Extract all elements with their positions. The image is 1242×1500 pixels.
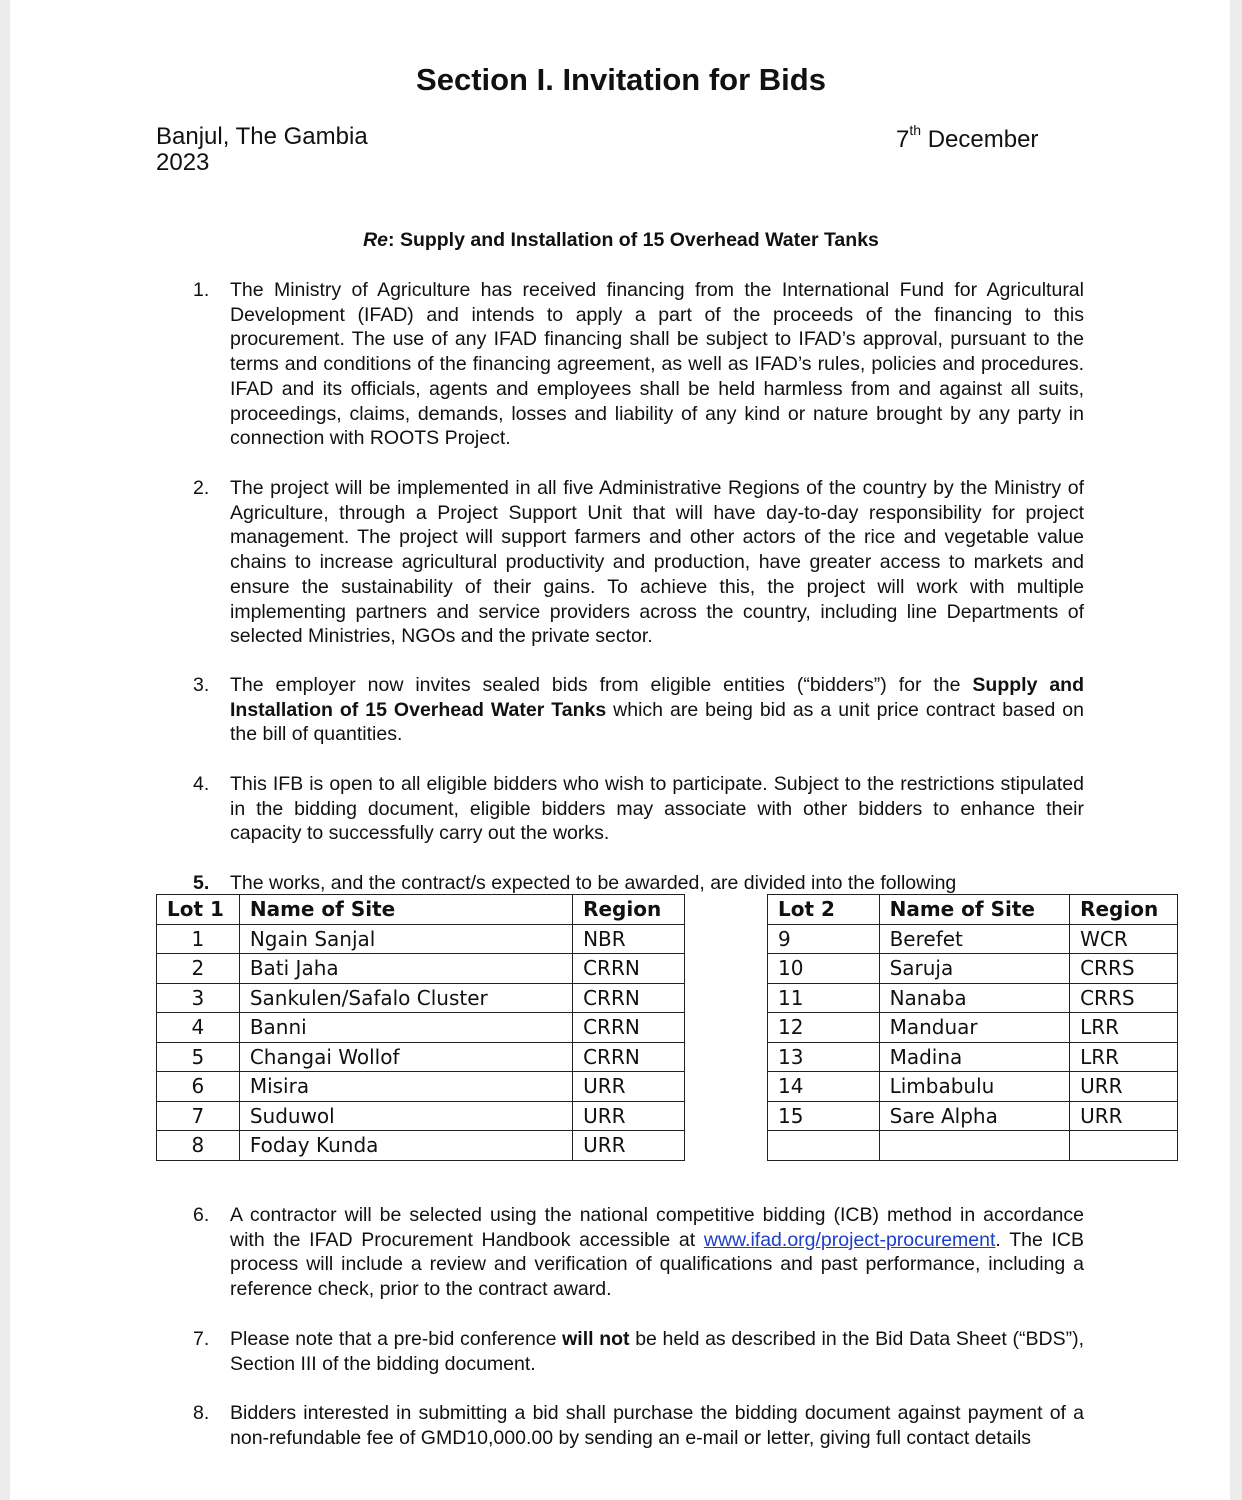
lot-header: Lot 1 <box>157 895 240 925</box>
lot-number: 11 <box>768 983 880 1013</box>
site-header: Name of Site <box>239 895 572 925</box>
item-paragraph: The project will be implemented in all five Administrative Regions of the country by the Ministry of Agriculture, through a Project Support Unit that will have day-to-day responsibility for project management. The project will support farmers and other actors of the rice and vegetable value chains to increase agricultural productivity and production, have greater access to markets and ensure the sustainability of their gains. To achieve this, the project will work with multiple implementing partners and service providers across the country, including line Departments of selected Ministries, NGOs and the private sector. <box>230 477 1084 648</box>
region: URR <box>1070 1101 1178 1131</box>
region: LRR <box>1070 1042 1178 1072</box>
item-number: 5. <box>193 872 210 894</box>
item-text: A contractor will be selected using the national competitive bidding (ICB) method in accordance with the IFAD Procurement Handbook accessible at <box>230 1204 1084 1251</box>
lot-number: 6 <box>157 1072 240 1102</box>
item-number: 1. <box>193 279 210 301</box>
site-name: Sankulen/Safalo Cluster <box>239 983 572 1013</box>
item-paragraph: Bidders interested in submitting a bid shall purchase the bidding document against payment of a non-refundable fee of GMD10,000.00 by sending an e-mail or letter, giving full contact details <box>230 1402 1084 1449</box>
site-name: Foday Kunda <box>239 1131 572 1161</box>
item-text: be held as described in the Bid Data Sheet (“BDS”), Section III of the bidding document. <box>230 1328 1084 1375</box>
item-number: 3. <box>193 674 210 696</box>
region-header: Region <box>573 895 685 925</box>
site-name: Suduwol <box>239 1101 572 1131</box>
date-suffix: th <box>909 122 922 138</box>
item-text: . The ICB process will include a review and verification of qualifications and past performance, including a reference check, prior to the contract award. <box>230 1228 1084 1301</box>
site-name: Ngain Sanjal <box>239 924 572 954</box>
site-name: Limbabulu <box>879 1072 1070 1102</box>
procurement-link[interactable]: www.ifad.org/project-procurement <box>703 1228 996 1251</box>
lot-number: 10 <box>768 954 880 984</box>
region <box>1070 1131 1178 1161</box>
table-row <box>768 924 1178 954</box>
table-row <box>157 983 685 1013</box>
lot-number: 1 <box>157 924 240 954</box>
region: CRRS <box>1070 983 1178 1013</box>
table-row <box>768 1072 1178 1102</box>
place-city: Banjul, The Gambia <box>156 123 368 150</box>
lot2-table <box>767 894 1178 1161</box>
item-bold-text: will not <box>562 1328 630 1350</box>
region: NBR <box>573 924 685 954</box>
site-name: Berefet <box>879 924 1070 954</box>
item-bold-text: Supply and Installation of 15 Overhead Water Tanks <box>230 674 1084 721</box>
region: CRRN <box>573 1042 685 1072</box>
region: CRRN <box>573 1013 685 1043</box>
item-number: 7. <box>193 1328 210 1350</box>
site-name: Madina <box>879 1042 1070 1072</box>
re-prefix: Re <box>363 229 389 251</box>
region: URR <box>1070 1072 1178 1102</box>
item-number: 4. <box>193 773 210 795</box>
lot-number: 12 <box>768 1013 880 1043</box>
table-row <box>768 1042 1178 1072</box>
item-paragraph <box>230 1327 1084 1376</box>
lot-number: 4 <box>157 1013 240 1043</box>
table-row <box>768 1131 1178 1161</box>
item-text: The employer now invites sealed bids from eligible entities (“bidders”) for the <box>230 674 973 696</box>
item-paragraph <box>230 673 1084 747</box>
region: CRRN <box>573 954 685 984</box>
site-name: Nanaba <box>879 983 1070 1013</box>
date-line <box>896 122 1038 154</box>
table-row <box>157 954 685 984</box>
lot-number: 3 <box>157 983 240 1013</box>
item-paragraph: This IFB is open to all eligible bidders who wish to participate. Subject to the restrictions stipulated in the bidding document, eligible bidders may associate with other bidders to enhance their capacity to successfully carry out the works. <box>230 773 1084 845</box>
date-day: 7 <box>896 126 910 153</box>
lot-number: 13 <box>768 1042 880 1072</box>
item-paragraph: The works, and the contract/s expected to be awarded, are divided into the following <box>230 872 957 894</box>
item-paragraph: The Ministry of Agriculture has received financing from the International Fund for Agricultural Development (IFAD) and intends to apply a part of the proceeds of the financing to this procurement. The use of any IFAD financing shall be subject to IFAD’s approval, pursuant to the terms and conditions of the financing agreement, as well as IFAD’s rules, policies and procedures. IFAD and its officials, agents and employees shall be held harmless from and against all suits, proceedings, claims, demands, losses and liability of any kind or nature brought by any party in connection with ROOTS Project. <box>230 279 1084 450</box>
lot-number: 7 <box>157 1101 240 1131</box>
table-row <box>157 1013 685 1043</box>
table-header-row <box>768 895 1178 925</box>
region: URR <box>573 1101 685 1131</box>
site-name: Bati Jaha <box>239 954 572 984</box>
site-name: Saruja <box>879 954 1070 984</box>
date-month: December <box>921 126 1039 153</box>
item-number: 8. <box>193 1402 210 1424</box>
table-row <box>157 924 685 954</box>
place-year: 2023 <box>156 149 210 176</box>
table-row <box>157 1101 685 1131</box>
lot1-table <box>156 894 685 1161</box>
lot-number <box>768 1131 880 1161</box>
section-title: Section I. Invitation for Bids <box>416 62 826 97</box>
region-header: Region <box>1070 895 1178 925</box>
lot-number: 14 <box>768 1072 880 1102</box>
table-header-row <box>157 895 685 925</box>
table-row <box>768 983 1178 1013</box>
table-row <box>768 1101 1178 1131</box>
region: URR <box>573 1072 685 1102</box>
item-number: 6. <box>193 1204 210 1226</box>
site-name: Manduar <box>879 1013 1070 1043</box>
site-name: Changai Wollof <box>239 1042 572 1072</box>
lot-number: 9 <box>768 924 880 954</box>
region: CRRS <box>1070 954 1178 984</box>
lot-number: 15 <box>768 1101 880 1131</box>
table-row <box>157 1131 685 1161</box>
lot-number: 8 <box>157 1131 240 1161</box>
site-name: Sare Alpha <box>879 1101 1070 1131</box>
site-name: Misira <box>239 1072 572 1102</box>
lot-number: 5 <box>157 1042 240 1072</box>
place-line <box>156 124 368 176</box>
lot-number: 2 <box>157 954 240 984</box>
region: URR <box>573 1131 685 1161</box>
item-text: Please note that a pre-bid conference <box>230 1328 563 1350</box>
site-name: Banni <box>239 1013 572 1043</box>
item-text: which are being bid as a unit price contract based on the bill of quantities. <box>230 698 1084 746</box>
table-row <box>768 1013 1178 1043</box>
lot-header: Lot 2 <box>768 895 880 925</box>
table-row <box>768 954 1178 984</box>
region: LRR <box>1070 1013 1178 1043</box>
site-header: Name of Site <box>879 895 1070 925</box>
region: WCR <box>1070 924 1178 954</box>
re-heading <box>0 229 1242 252</box>
re-subject: : Supply and Installation of 15 Overhead Water Tanks <box>388 229 879 251</box>
item-number: 2. <box>193 477 210 499</box>
table-row <box>157 1042 685 1072</box>
item-paragraph <box>230 1203 1084 1302</box>
site-name <box>879 1131 1070 1161</box>
region: CRRN <box>573 983 685 1013</box>
table-row <box>157 1072 685 1102</box>
